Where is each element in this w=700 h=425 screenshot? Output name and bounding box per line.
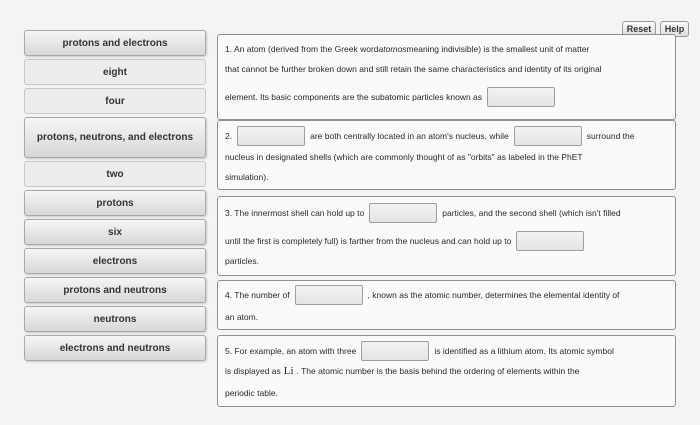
q5-line3: periodic table. (225, 388, 278, 398)
q5-line2-b: . The atomic number is the basis behind the ordering of elements within the (296, 366, 580, 376)
q1-blank-1[interactable] (487, 87, 555, 107)
q1-line3: element. Its basic components are the subatomic particles known as (225, 91, 483, 102)
question-5-box (217, 335, 676, 407)
q1-text-part1: 1. An atom (derived from the Greek word (225, 44, 379, 54)
tile-neutrons[interactable]: neutrons (24, 306, 206, 332)
q2-text-2: surround the (586, 130, 635, 141)
tile-electrons-and-neutrons[interactable]: electrons and neutrons (24, 335, 206, 361)
q2-blank-2[interactable] (514, 126, 582, 146)
tile-six[interactable]: six (24, 219, 206, 245)
q4-line2: an atom. (225, 312, 259, 322)
tile-two[interactable]: two (24, 161, 206, 187)
lithium-symbol: Li (283, 365, 294, 377)
question-3-box (217, 196, 676, 276)
tile-protons[interactable]: protons (24, 190, 206, 216)
q2-blank-1[interactable] (237, 126, 305, 146)
help-button[interactable]: Help (660, 21, 689, 37)
q2-number: 2. (225, 130, 233, 141)
q4-text-1: 4. The number of (225, 289, 290, 300)
q1-text-part2: meaning indivisible) is the smallest unit of matter (406, 44, 590, 54)
question-1-box (217, 34, 676, 120)
q4-text-2: , known as the atomic number, determines the elemental identity of (367, 289, 620, 300)
question-2-box (217, 120, 676, 190)
q3-blank-2[interactable] (516, 231, 584, 251)
q3-text-2: particles, and the second shell (which isn't filled (442, 207, 621, 218)
q1-line2: that cannot be further broken down and still retain the same characteristics and identity of its original (225, 64, 602, 74)
q3-line2: until the first is completely full) is farther from the nucleus and can hold up to (225, 235, 512, 246)
q2-line2: nucleus in designated shells (which are commonly thought of as "orbits" as labeled in the PhET (225, 152, 583, 162)
tile-protons-neutrons-and-electrons[interactable]: protons, neutrons, and electrons (24, 117, 206, 158)
tile-protons-and-neutrons[interactable]: protons and neutrons (24, 277, 206, 303)
tile-protons-and-electrons[interactable]: protons and electrons (24, 30, 206, 56)
tile-electrons[interactable]: electrons (24, 248, 206, 274)
reset-button[interactable]: Reset (622, 21, 656, 37)
q3-blank-1[interactable] (369, 203, 437, 223)
q3-line3: particles. (225, 256, 260, 266)
q1-text-italic: atomos (378, 44, 407, 54)
tile-four[interactable]: four (24, 88, 206, 114)
q2-text-1: are both centrally located in an atom's nucleus, while (310, 130, 509, 141)
q5-blank-1[interactable] (361, 341, 429, 361)
question-4-box (217, 280, 676, 330)
q5-text-2: is identified as a lithium atom. Its atomic symbol (434, 345, 614, 356)
q3-text-1: 3. The innermost shell can hold up to (225, 207, 365, 218)
q5-text-1: 5. For example, an atom with three (225, 345, 357, 356)
q5-line2-a: is displayed as (225, 366, 281, 376)
q4-blank-1[interactable] (295, 285, 363, 305)
tile-eight[interactable]: eight (24, 59, 206, 85)
q2-line3: simulation). (225, 172, 269, 182)
